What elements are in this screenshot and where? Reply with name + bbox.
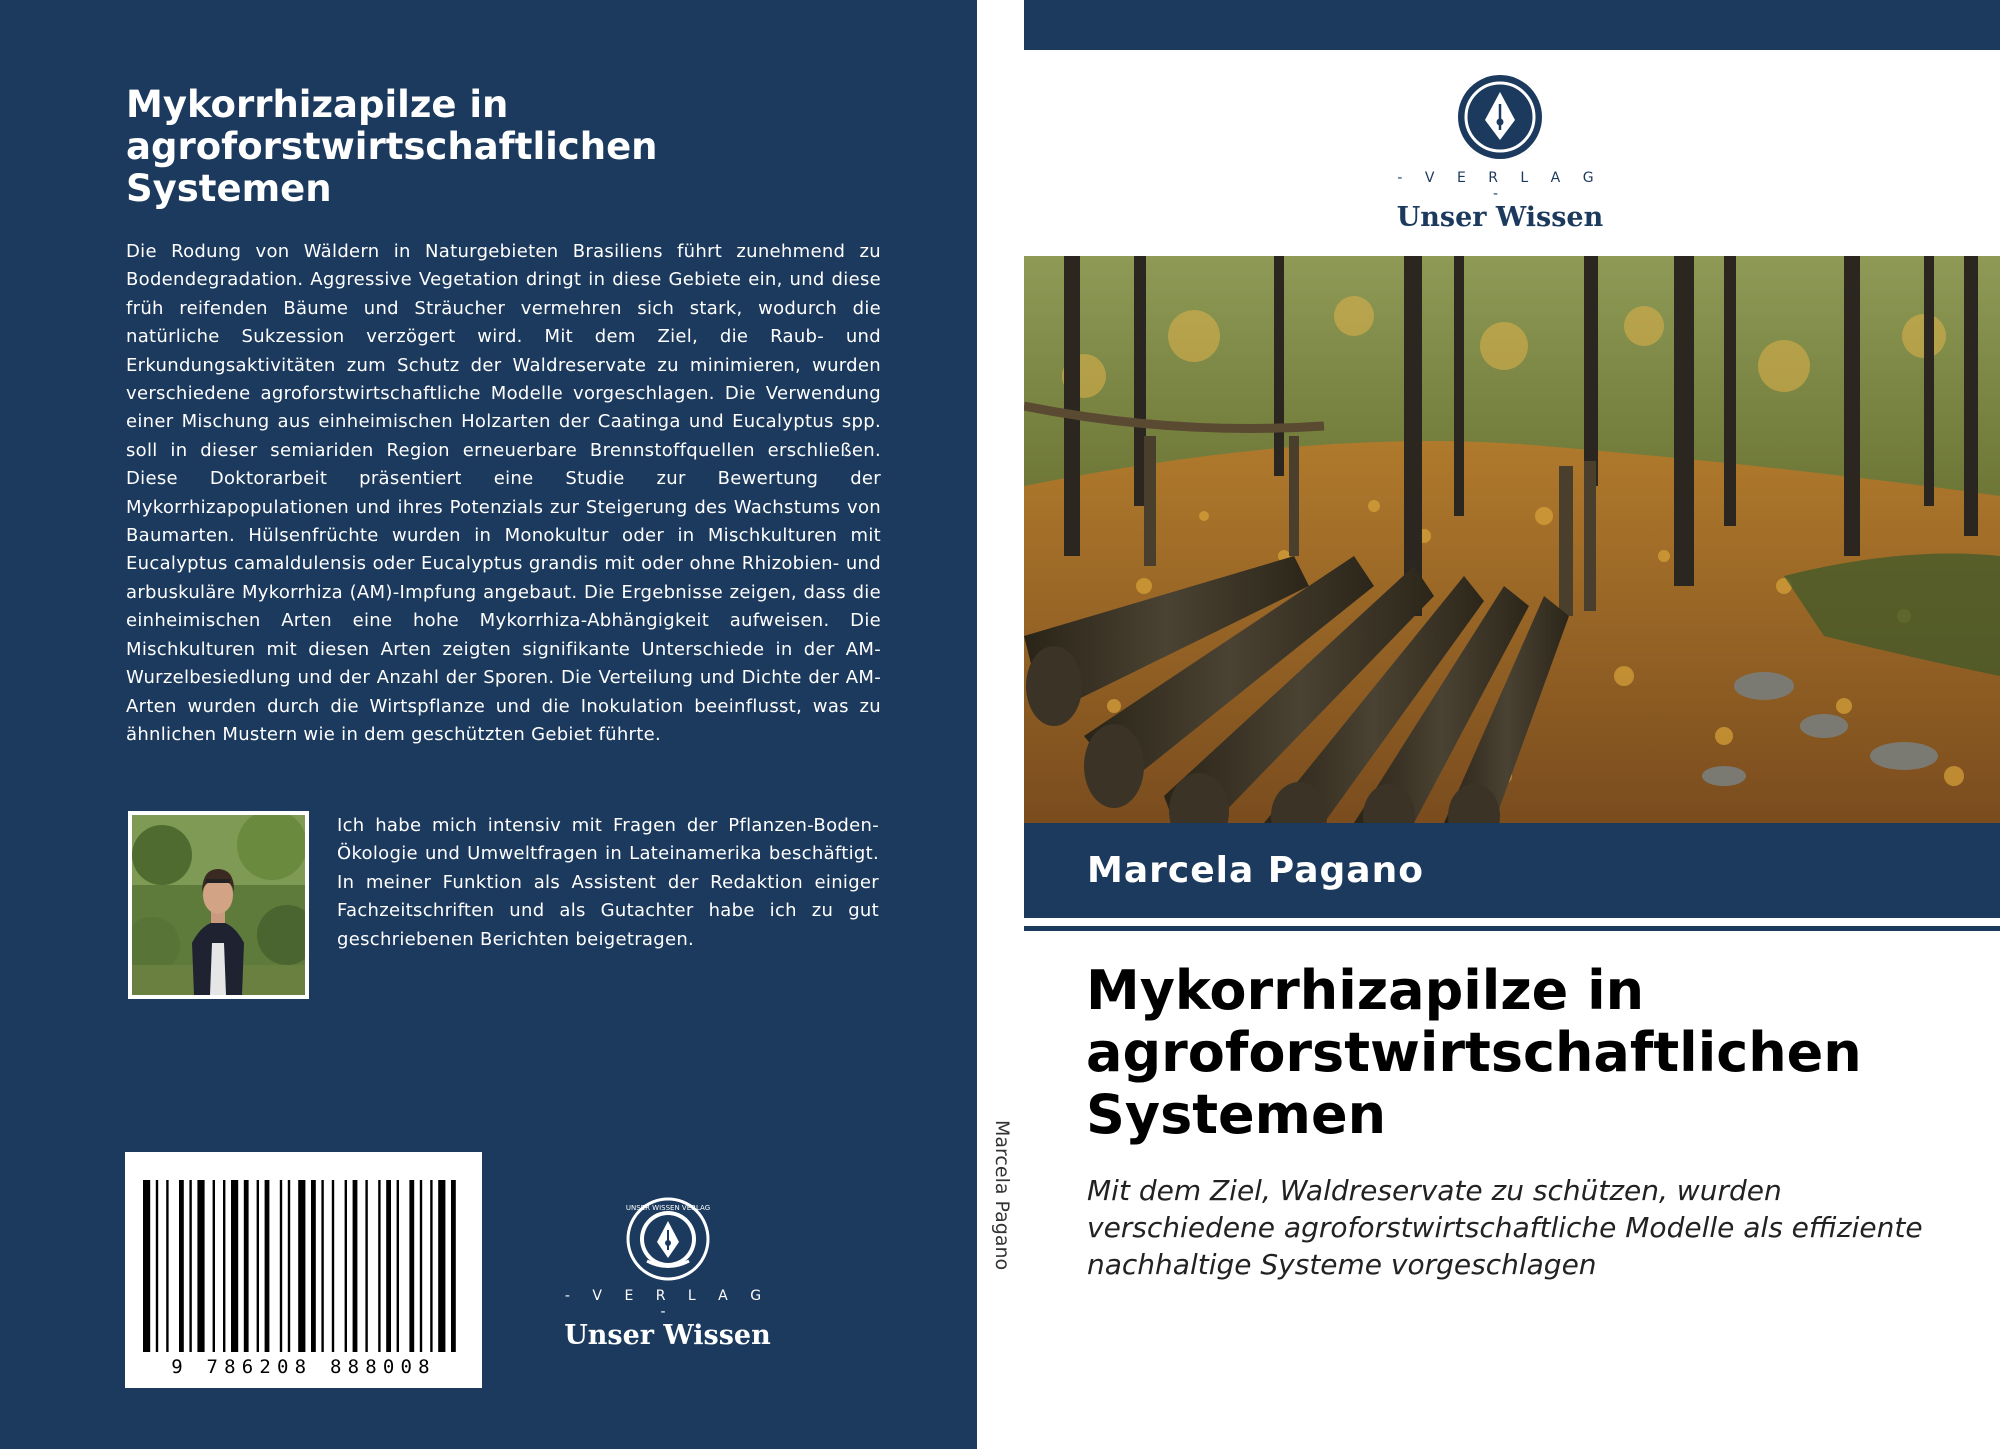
front-publisher-logo [1395, 72, 1605, 233]
cover-photo-forest [1024, 256, 2000, 823]
barcode-icon [125, 1152, 482, 1388]
fountain-pen-nib-icon [1455, 72, 1545, 162]
forest-image [1024, 256, 2000, 823]
barcode-bar [244, 1180, 249, 1352]
barcode-bar [409, 1180, 414, 1352]
barcode-bar [420, 1180, 422, 1352]
seal-logo-icon [625, 1196, 711, 1282]
barcode-bar [179, 1180, 184, 1352]
barcode-bar [213, 1180, 215, 1352]
verlag-label: - V E R L A G - [1397, 170, 1603, 202]
barcode-bar [430, 1180, 432, 1352]
barcode-bar [345, 1180, 347, 1352]
publisher-name: Unser Wissen [564, 1320, 771, 1351]
back-publisher-logo [560, 1196, 775, 1351]
seal-text: UNSER WISSEN VERLAG [625, 1204, 710, 1212]
barcode-bar [231, 1180, 238, 1352]
barcode-bar [386, 1180, 391, 1352]
barcode-bar [265, 1180, 270, 1352]
barcode-bar [156, 1180, 158, 1352]
barcode-bar [321, 1180, 323, 1352]
barcode-bar [378, 1180, 380, 1352]
spine [985, 1120, 1015, 1300]
barcode-bar [280, 1180, 282, 1352]
spine-author: Marcela Pagano [991, 1120, 1013, 1271]
barcode-bar [397, 1180, 399, 1352]
barcode-bar [438, 1180, 445, 1352]
barcode-bar [223, 1180, 225, 1352]
barcode-bar [189, 1180, 191, 1352]
back-cover-title: Mykorrhizapilze in agroforstwirtschaftlichen Systemen [126, 83, 658, 210]
barcode-bar [298, 1180, 305, 1352]
author-bio: Ich habe mich intensiv mit Fragen der Pflanzen-Boden-Ökologie und Umweltfragen in Lateinamerika beschäftigt. In meiner Funktion als Assistent der Redaktion einiger Fachzeitschriften und als Gutachter habe ich zu gut geschriebenen Berichten beigetragen. [337, 815, 879, 950]
divider-line [1024, 926, 2000, 931]
barcode-bar [197, 1180, 204, 1352]
barcode-bar [311, 1180, 316, 1352]
barcode-bar [257, 1180, 259, 1352]
author-photo [128, 811, 309, 999]
barcode-bar [451, 1180, 456, 1352]
barcode-bar [166, 1180, 168, 1352]
barcode-bar [353, 1180, 358, 1352]
back-cover-blurb: Die Rodung von Wäldern in Naturgebieten Brasiliens führt zunehmend zu Bodendegradation. Aggressive Vegetation dringt in diese Gebiete ein, und diese früh reifenden Bäume und Sträucher vermehren sich stark, wodurch die natürliche Sukzession verzögert wird. Mit dem Ziel, die Raub- und Erkundungsaktivitäten zum Schutz der Waldreservate zu minimieren, wurden verschiedene agroforstwirtschaftliche Modelle vorgeschlagen. Die Verwendung einer Mischung aus einheimischen Holzarten der Caatinga und Eucalyptus spp. soll in dieser semiariden Region erneuerbare Brennstoffquellen erschließen. Diese Doktorarbeit präsentiert eine Studie zur Bewertung der Mykorrhizapopulationen und ihres Potenzials zur Steigerung des Wachstums von Baumarten. Hülsenfrüchte wurden in Monokultur oder in Mischkulturen mit Eucalyptus camaldulensis oder Eucalyptus grandis mit oder ohne Rhizobien- und arbuskuläre Mykorrhiza (AM)-Impfung angebaut. Die Ergebnisse zeigen, dass die einheimischen Arten eine hohe Mykorrhiza-Abhängigkeit aufweisen. Die Mischkulturen mit diesen Arten zeigten signifikante Unterschiede in der AM-Wurzelbesiedlung und der Anzahl der Sporen. Die Verteilung und Dichte der AM-Arten wurden durch die Wirtspflanze und die Inokulation beeinflusst, was zu ähnlichen Mustern wie in dem geschützten Gebiet führte. [126, 241, 881, 745]
front-cover-title: Mykorrhizapilze in agroforstwirtschaftlichen Systemen [1086, 959, 1862, 1146]
front-cover-subtitle: Mit dem Ziel, Waldreservate zu schützen, wurden verschiedene agroforstwirtschaftliche Modelle als effiziente nachhaltige Systeme vorgeschlagen [1087, 1174, 1923, 1281]
verlag-label: - V E R L A G - [564, 1288, 771, 1320]
barcode-bar [143, 1180, 150, 1352]
isbn-barcode [125, 1152, 482, 1388]
publisher-name: Unser Wissen [1396, 202, 1604, 233]
author-band [1024, 823, 2000, 918]
back-cover [0, 0, 977, 1449]
barcode-bar [288, 1180, 290, 1352]
isbn-number: 9 786208 888008 [171, 1356, 436, 1378]
barcode-bar [332, 1180, 334, 1352]
barcode-bar [365, 1180, 367, 1352]
author-photo-image [132, 815, 305, 995]
front-author-name: Marcela Pagano [1087, 850, 1424, 891]
front-top-bar [1024, 0, 2000, 50]
